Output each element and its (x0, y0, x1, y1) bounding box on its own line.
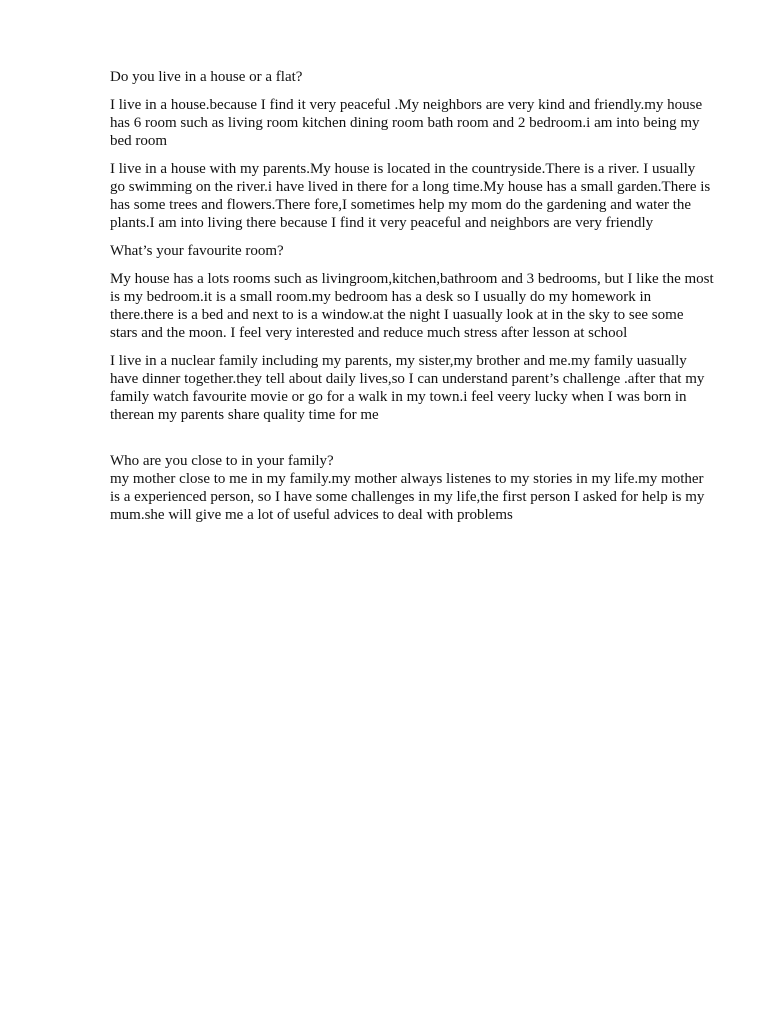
document-body (110, 68, 714, 534)
paragraph-house-description: I live in a house.because I find it very peaceful .My neighbors are very kind and friendly.my house has 6 room such as living room kitchen dining room bath room and 2 bedroom.i am into being my bed room (110, 97, 703, 149)
paragraph-mother: my mother close to me in my family.my mother always listenes to my stories in my life.my mother is a experienced person, so I have some challenges in my life,the first person I asked for help is my mum.she will give me a lot of useful advices to deal with problems (110, 471, 705, 523)
paragraph-nuclear-family: I live in a nuclear family including my parents, my sister,my brother and me.my family uasually have dinner together.they tell about daily lives,so I can understand parent’s challenge .after that my family watch favourite movie or go for a walk in my town.i feel veery lucky when I was born in therean my parents share quality time for me (110, 353, 705, 423)
question-favourite-room: What’s your favourite room? (110, 243, 284, 259)
question-house-or-flat: Do you live in a house or a flat? (110, 69, 303, 85)
paragraph-countryside-house: I live in a house with my parents.My house is located in the countryside.There is a river. I usually go swimming on the river.i have lived in there for a long time.My house has a small garden.There is has some trees and flowers.There fore,I sometimes help my mom do the gardening and water the plants.I am into living there because I find it very peaceful and neighbors are very friendly (110, 161, 711, 231)
paragraph-bedroom: My house has a lots rooms such as livingroom,kitchen,bathroom and 3 bedrooms, but I like the most is my bedroom.it is a small room.my bedroom has a desk so I usually do my homework in there.there is a bed and next to is a window.at the night I uasually look at in the sky to see some stars and the moon. I feel very interested and reduce much stress after lesson at school (110, 271, 714, 341)
question-close-family: Who are you close to in your family? (110, 453, 334, 469)
